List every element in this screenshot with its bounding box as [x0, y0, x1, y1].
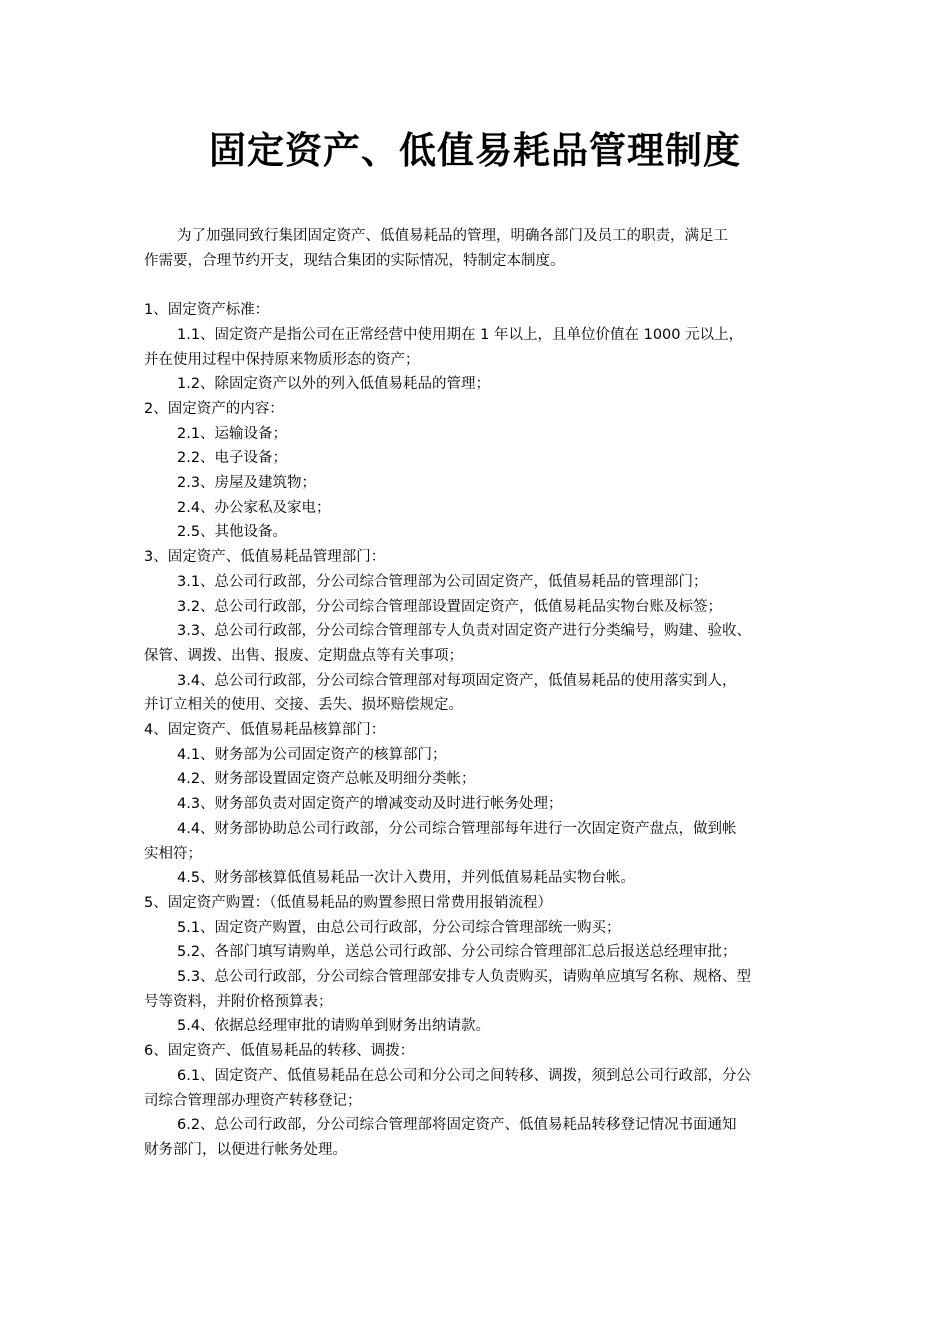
- item-4-4: 4.4、财务部协助总公司行政部，分公司综合管理部每年进行一次固定资产盘点，做到帐: [177, 820, 737, 837]
- document-title: 固定资产、低值易耗品管理制度: [209, 128, 741, 172]
- section-heading-5: 5、固定资产购置：（低值易耗品的购置参照日常费用报销流程）: [144, 894, 552, 911]
- item-4-3: 4.3、财务部负责对固定资产的增减变动及时进行帐务处理；: [177, 796, 563, 813]
- intro-paragraph-line: 为了加强同致行集团固定资产、低值易耗品的管理，明确各部门及员工的职责，满足工: [177, 228, 728, 244]
- item-2-3: 2.3、房屋及建筑物；: [177, 475, 317, 492]
- item-2-1: 2.1、运输设备；: [177, 425, 288, 442]
- item-5-4: 5.4、依据总经理审批的请购单到财务出纳请款。: [177, 1018, 491, 1035]
- item-5-1: 5.1、固定资产购置，由总公司行政部，分公司综合管理部统一购买；: [177, 919, 621, 936]
- item-3-3: 3.3、总公司行政部，分公司综合管理部专人负责对固定资产进行分类编号，购建、验收、: [177, 623, 752, 640]
- section-heading-2: 2、固定资产的内容：: [144, 400, 284, 417]
- section-heading-4: 4、固定资产、低值易耗品核算部门：: [144, 722, 386, 739]
- item-3-1: 3.1、总公司行政部，分公司综合管理部为公司固定资产，低值易耗品的管理部门；: [177, 573, 708, 590]
- intro-paragraph-line: 作需要，合理节约开支，现结合集团的实际情况，特制定本制度。: [144, 252, 565, 269]
- item-3-4-continued: 并订立相关的使用、交接、丢失、损坏赔偿规定。: [144, 697, 463, 714]
- item-6-1-continued: 司综合管理部办理资产转移登记；: [144, 1092, 362, 1109]
- item-5-3-continued: 号等资料，并附价格预算表；: [144, 993, 333, 1010]
- item-2-2: 2.2、电子设备；: [177, 450, 288, 467]
- item-3-4: 3.4、总公司行政部，分公司综合管理部对每项固定资产，低值易耗品的使用落实到人，: [177, 672, 737, 689]
- item-3-2: 3.2、总公司行政部，分公司综合管理部设置固定资产，低值易耗品实物台账及标签；: [177, 598, 723, 615]
- item-1-1-continued: 并在使用过程中保持原来物质形态的资产；: [144, 351, 420, 368]
- item-2-4: 2.4、办公家私及家电；: [177, 499, 331, 516]
- item-4-1: 4.1、财务部为公司固定资产的核算部门；: [177, 746, 447, 763]
- item-6-2-continued: 财务部门，以便进行帐务处理。: [144, 1142, 347, 1158]
- paragraph-spacer: [144, 273, 808, 298]
- section-heading-1: 1、固定资产标准：: [144, 302, 270, 319]
- item-1-2: 1.2、除固定资产以外的列入低值易耗品的管理；: [177, 376, 491, 393]
- document-body: [144, 224, 808, 1163]
- item-1-1: 1.1、固定资产是指公司在正常经营中使用期在 1 年以上，且单位价值在 1000 元以上，: [177, 326, 744, 343]
- section-heading-6: 6、固定资产、低值易耗品的转移、调拨：: [144, 1043, 415, 1060]
- item-4-2: 4.2、财务部设置固定资产总帐及明细分类帐；: [177, 771, 476, 788]
- item-5-2: 5.2、各部门填写请购单，送总公司行政部、分公司综合管理部汇总后报送总经理审批；: [177, 944, 737, 961]
- item-6-2: 6.2、总公司行政部，分公司综合管理部将固定资产、低值易耗品转移登记情况书面通知: [177, 1117, 737, 1134]
- item-4-5: 4.5、财务部核算低值易耗品一次计入费用，并列低值易耗品实物台帐。: [177, 870, 636, 887]
- item-4-4-continued: 实相符；: [144, 845, 202, 862]
- section-heading-3: 3、固定资产、低值易耗品管理部门：: [144, 549, 386, 566]
- item-2-5: 2.5、其他设备。: [177, 524, 288, 541]
- item-6-1: 6.1、固定资产、低值易耗品在总公司和分公司之间转移、调拨，须到总公司行政部，分公: [177, 1067, 752, 1084]
- item-3-3-continued: 保管、调拨、出售、报废、定期盘点等有关事项；: [144, 647, 463, 664]
- item-5-3: 5.3、总公司行政部，分公司综合管理部安排专人负责购买，请购单应填写名称、规格、型: [177, 969, 752, 986]
